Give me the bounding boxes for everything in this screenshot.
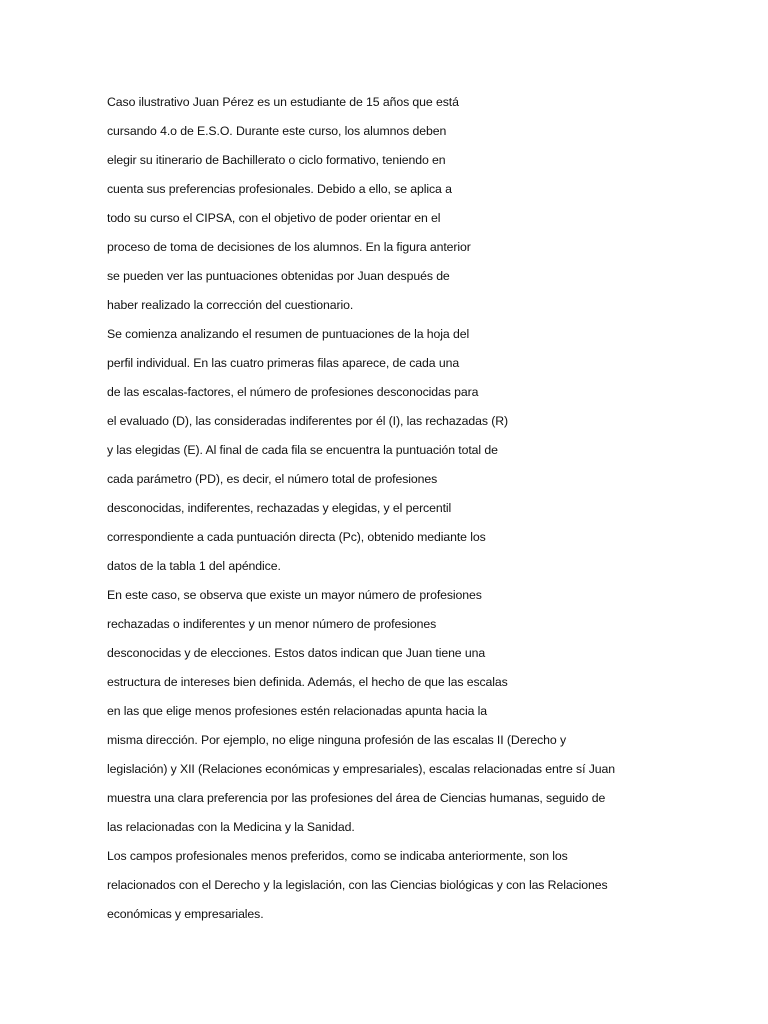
text-line: en las que elige menos profesiones estén relacionadas apunta hacia la — [107, 704, 488, 718]
text-line: Caso ilustrativo Juan Pérez es un estudiante de 15 años que está — [107, 95, 459, 109]
text-line: rechazadas o indiferentes y un menor número de profesiones — [107, 617, 437, 631]
text-line: misma dirección. Por ejemplo, no elige ninguna profesión de las escalas II (Derecho y — [107, 733, 567, 747]
text-line: económicas y empresariales. — [107, 907, 264, 921]
text-line: Los campos profesionales menos preferidos, como se indicaba anteriormente, son los — [107, 849, 568, 863]
text-line: datos de la tabla 1 del apéndice. — [107, 559, 281, 573]
text-line: cada parámetro (PD), es decir, el número total de profesiones — [107, 472, 438, 486]
text-line: perfil individual. En las cuatro primeras filas aparece, de cada una — [107, 356, 460, 370]
text-line: se pueden ver las puntuaciones obtenidas por Juan después de — [107, 269, 450, 283]
text-line: relacionados con el Derecho y la legislación, con las Ciencias biológicas y con las Relaciones — [107, 878, 608, 892]
text-line: Se comienza analizando el resumen de puntuaciones de la hoja del — [107, 327, 470, 341]
text-line: desconocidas, indiferentes, rechazadas y elegidas, y el percentil — [107, 501, 452, 515]
text-line: estructura de intereses bien definida. Además, el hecho de que las escalas — [107, 675, 508, 689]
text-line: elegir su itinerario de Bachillerato o ciclo formativo, teniendo en — [107, 153, 446, 167]
text-line: y las elegidas (E). Al final de cada fila se encuentra la puntuación total de — [107, 443, 498, 457]
text-line: el evaluado (D), las consideradas indiferentes por él (I), las rechazadas (R) — [107, 414, 509, 428]
text-line: todo su curso el CIPSA, con el objetivo de poder orientar en el — [107, 211, 441, 225]
document-body — [107, 88, 737, 929]
text-line: muestra una clara preferencia por las profesiones del área de Ciencias humanas, seguido de — [107, 791, 606, 805]
text-line: las relacionadas con la Medicina y la Sanidad. — [107, 820, 355, 834]
text-line: cursando 4.o de E.S.O. Durante este curso, los alumnos deben — [107, 124, 447, 138]
text-line: de las escalas-factores, el número de profesiones desconocidas para — [107, 385, 479, 399]
text-line: correspondiente a cada puntuación directa (Pc), obtenido mediante los — [107, 530, 486, 544]
text-line: desconocidas y de elecciones. Estos datos indican que Juan tiene una — [107, 646, 486, 660]
text-line: proceso de toma de decisiones de los alumnos. En la figura anterior — [107, 240, 471, 254]
text-line: legislación) y XII (Relaciones económicas y empresariales), escalas relacionadas entre sí Juan — [107, 762, 615, 776]
text-line: cuenta sus preferencias profesionales. Debido a ello, se aplica a — [107, 182, 452, 196]
text-line: haber realizado la corrección del cuestionario. — [107, 298, 354, 312]
text-line: En este caso, se observa que existe un mayor número de profesiones — [107, 588, 482, 602]
